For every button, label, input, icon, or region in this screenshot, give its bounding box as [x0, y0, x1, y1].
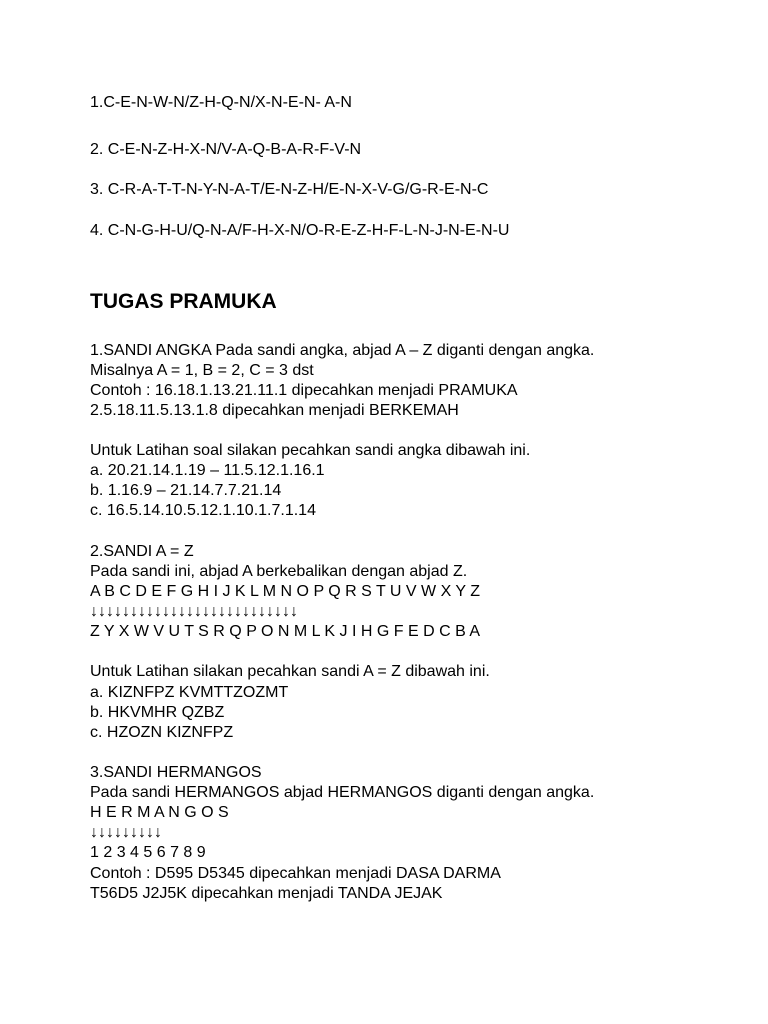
section1-exercise-b: b. 1.16.9 – 21.14.7.7.21.14	[90, 482, 282, 499]
section2-exercise-intro: Untuk Latihan silakan pecahkan sandi A = Z dibawah ini.	[90, 663, 490, 680]
section2-reversed-alphabet: Z Y X W V U T S R Q P O N M L K J I H G F E D C B A	[90, 623, 481, 640]
cipher-item-2: 2. C-E-N-Z-H-X-N/V-A-Q-B-A-R-F-V-N	[90, 141, 362, 158]
section2-arrows: ↓↓↓↓↓↓↓↓↓↓↓↓↓↓↓↓↓↓↓↓↓↓↓↓↓↓	[90, 603, 298, 620]
section1-desc: Misalnya A = 1, B = 2, C = 3 dst	[90, 362, 314, 379]
cipher-item-3: 3. C-R-A-T-T-N-Y-N-A-T/E-N-Z-H/E-N-X-V-G/G-R-E-N-C	[90, 181, 489, 198]
section1-title: 1.SANDI ANGKA Pada sandi angka, abjad A – Z diganti dengan angka.	[90, 342, 595, 359]
section3-arrows: ↓↓↓↓↓↓↓↓↓	[90, 824, 162, 841]
section1-exercise-a: a. 20.21.14.1.19 – 11.5.12.1.16.1	[90, 462, 325, 479]
cipher-item-1: 1.C-E-N-W-N/Z-H-Q-N/X-N-E-N- A-N	[90, 94, 352, 111]
section2-title: 2.SANDI A = Z	[90, 543, 194, 560]
section2-desc: Pada sandi ini, abjad A berkebalikan dengan abjad Z.	[90, 563, 468, 580]
section2-exercise-c: c. HZOZN KIZNFPZ	[90, 724, 234, 741]
page-heading: TUGAS PRAMUKA	[90, 290, 277, 313]
section1-exercise-intro: Untuk Latihan soal silakan pecahkan sandi angka dibawah ini.	[90, 442, 531, 459]
section3-letters: H E R M A N G O S	[90, 804, 229, 821]
cipher-item-4: 4. C-N-G-H-U/Q-N-A/F-H-X-N/O-R-E-Z-H-F-L-N-J-N-E-N-U	[90, 222, 510, 239]
section2-exercise-b: b. HKVMHR QZBZ	[90, 704, 225, 721]
section1-example-1: Contoh : 16.18.1.13.21.11.1 dipecahkan menjadi PRAMUKA	[90, 382, 518, 399]
section1-example-2: 2.5.18.11.5.13.1.8 dipecahkan menjadi BERKEMAH	[90, 402, 459, 419]
section2-alphabet: A B C D E F G H I J K L M N O P Q R S T U V W X Y Z	[90, 583, 481, 600]
section1-exercise-c: c. 16.5.14.10.5.12.1.10.1.7.1.14	[90, 502, 316, 519]
section3-example-2: T56D5 J2J5K dipecahkan menjadi TANDA JEJAK	[90, 885, 443, 902]
section3-desc: Pada sandi HERMANGOS abjad HERMANGOS diganti dengan angka.	[90, 784, 595, 801]
section2-exercise-a: a. KIZNFPZ KVMTTZOZMT	[90, 684, 289, 701]
section3-numbers: 1 2 3 4 5 6 7 8 9	[90, 844, 206, 861]
section3-title: 3.SANDI HERMANGOS	[90, 764, 262, 781]
section3-example-1: Contoh : D595 D5345 dipecahkan menjadi DASA DARMA	[90, 865, 501, 882]
